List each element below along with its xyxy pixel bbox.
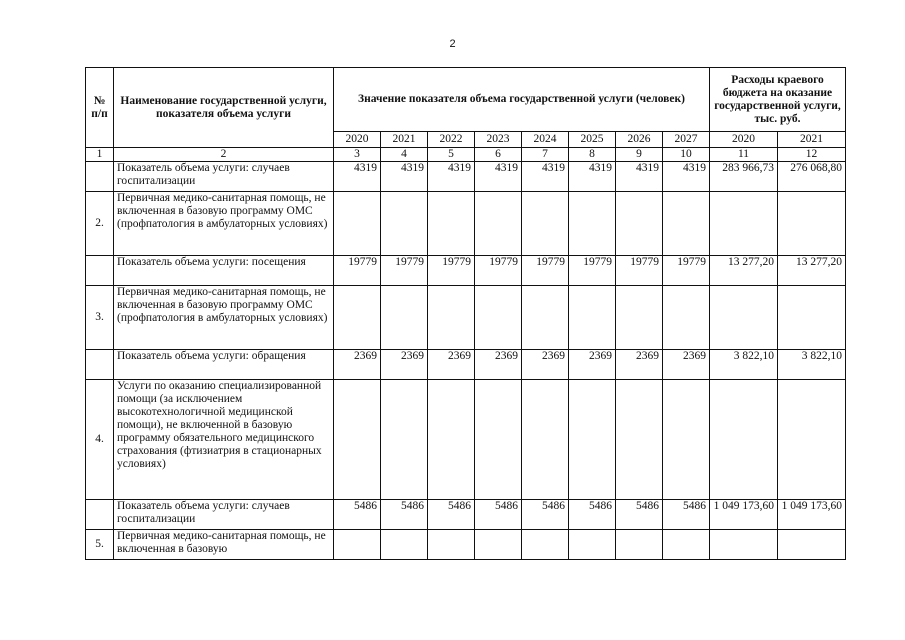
value-cell <box>334 380 381 500</box>
value-cell: 19779 <box>428 256 475 286</box>
expense-cell <box>778 286 846 350</box>
table-row <box>86 256 846 286</box>
header-value: Значение показателя объема государственной услуги (человек) <box>334 68 710 132</box>
value-cell: 19779 <box>522 256 569 286</box>
value-cell: 2369 <box>663 350 710 380</box>
value-cell <box>616 380 663 500</box>
value-cell <box>616 530 663 560</box>
year-cell: 2022 <box>428 132 475 148</box>
value-cell <box>569 380 616 500</box>
value-cell <box>428 380 475 500</box>
value-cell <box>475 530 522 560</box>
col-number: 9 <box>616 148 663 162</box>
value-cell: 19779 <box>381 256 428 286</box>
value-cell <box>334 530 381 560</box>
value-cell <box>522 380 569 500</box>
row-number <box>86 350 114 380</box>
expense-cell <box>778 380 846 500</box>
expense-cell: 3 822,10 <box>778 350 846 380</box>
value-cell <box>616 192 663 256</box>
value-cell: 4319 <box>475 162 522 192</box>
value-cell: 5486 <box>522 500 569 530</box>
table-row <box>86 500 846 530</box>
expense-cell <box>710 192 778 256</box>
value-cell: 4319 <box>381 162 428 192</box>
expense-cell: 13 277,20 <box>710 256 778 286</box>
expense-cell: 13 277,20 <box>778 256 846 286</box>
value-cell: 19779 <box>334 256 381 286</box>
col-number: 10 <box>663 148 710 162</box>
table-row <box>86 350 846 380</box>
year-cell: 2023 <box>475 132 522 148</box>
year-cell: 2026 <box>616 132 663 148</box>
value-cell: 5486 <box>663 500 710 530</box>
row-number <box>86 256 114 286</box>
col-number: 6 <box>475 148 522 162</box>
header-num: № п/п <box>86 68 114 148</box>
value-cell <box>475 286 522 350</box>
column-numbers-row <box>86 148 846 162</box>
value-cell: 19779 <box>475 256 522 286</box>
expense-cell <box>710 286 778 350</box>
col-number: 1 <box>86 148 114 162</box>
value-cell <box>428 530 475 560</box>
table-body <box>86 162 846 560</box>
row-name: Первичная медико-санитарная помощь, не включенная в базовую программу ОМС (профпатология в амбулаторных условиях) <box>114 286 334 350</box>
row-name: Услуги по оказанию специализированной помощи (за исключением высокотехнологичной медицинской помощи), не включенной в базовую программу обязательного медицинского страхования (фтизиатрия в стационарных условиях) <box>114 380 334 500</box>
value-cell <box>381 192 428 256</box>
year-cell: 2021 <box>381 132 428 148</box>
value-cell: 5486 <box>381 500 428 530</box>
value-cell: 2369 <box>428 350 475 380</box>
row-name: Показатель объема услуги: посещения <box>114 256 334 286</box>
row-name: Первичная медико-санитарная помощь, не включенная в базовую программу ОМС (профпатология в амбулаторных условиях) <box>114 192 334 256</box>
row-name: Показатель объема услуги: обращения <box>114 350 334 380</box>
value-cell <box>475 380 522 500</box>
value-cell <box>381 380 428 500</box>
value-cell: 19779 <box>569 256 616 286</box>
value-cell <box>569 530 616 560</box>
col-number: 7 <box>522 148 569 162</box>
services-table <box>85 67 846 560</box>
value-cell: 4319 <box>428 162 475 192</box>
value-cell: 2369 <box>475 350 522 380</box>
col-number: 2 <box>114 148 334 162</box>
row-number <box>86 500 114 530</box>
row-number: 3. <box>86 286 114 350</box>
value-cell <box>428 192 475 256</box>
col-number: 11 <box>710 148 778 162</box>
value-cell: 19779 <box>663 256 710 286</box>
expense-cell <box>710 530 778 560</box>
header-row <box>86 68 846 132</box>
year-cell: 2025 <box>569 132 616 148</box>
value-cell <box>569 192 616 256</box>
value-cell: 2369 <box>569 350 616 380</box>
col-number: 4 <box>381 148 428 162</box>
value-cell: 4319 <box>334 162 381 192</box>
expense-cell: 276 068,80 <box>778 162 846 192</box>
row-name: Первичная медико-санитарная помощь, не включенная в базовую <box>114 530 334 560</box>
value-cell <box>428 286 475 350</box>
year-cell: 2024 <box>522 132 569 148</box>
value-cell: 4319 <box>569 162 616 192</box>
table-row <box>86 380 846 500</box>
value-cell: 19779 <box>616 256 663 286</box>
row-number: 4. <box>86 380 114 500</box>
value-cell <box>381 286 428 350</box>
row-number <box>86 162 114 192</box>
expense-cell: 1 049 173,60 <box>710 500 778 530</box>
col-number: 3 <box>334 148 381 162</box>
value-cell: 4319 <box>663 162 710 192</box>
expense-cell <box>778 192 846 256</box>
expense-year-cell: 2021 <box>778 132 846 148</box>
value-cell <box>334 192 381 256</box>
value-cell: 2369 <box>616 350 663 380</box>
value-cell: 5486 <box>334 500 381 530</box>
expense-cell: 283 966,73 <box>710 162 778 192</box>
value-cell: 2369 <box>522 350 569 380</box>
expense-cell <box>778 530 846 560</box>
table-row <box>86 162 846 192</box>
value-cell: 5486 <box>475 500 522 530</box>
value-cell: 2369 <box>334 350 381 380</box>
row-name: Показатель объема услуги: случаев госпитализации <box>114 500 334 530</box>
value-cell <box>663 530 710 560</box>
value-cell <box>663 286 710 350</box>
value-cell: 2369 <box>381 350 428 380</box>
row-number: 5. <box>86 530 114 560</box>
value-cell <box>522 530 569 560</box>
year-cell: 2027 <box>663 132 710 148</box>
value-cell: 4319 <box>616 162 663 192</box>
value-cell: 4319 <box>522 162 569 192</box>
row-name: Показатель объема услуги: случаев госпитализации <box>114 162 334 192</box>
value-cell <box>522 192 569 256</box>
value-cell <box>381 530 428 560</box>
value-cell: 5486 <box>569 500 616 530</box>
row-number: 2. <box>86 192 114 256</box>
value-cell <box>334 286 381 350</box>
table-row <box>86 192 846 256</box>
value-cell <box>663 380 710 500</box>
value-cell: 5486 <box>428 500 475 530</box>
value-cell <box>569 286 616 350</box>
value-cell <box>616 286 663 350</box>
value-cell <box>522 286 569 350</box>
value-cell: 5486 <box>616 500 663 530</box>
value-cell <box>663 192 710 256</box>
header-expense: Расходы краевого бюджета на оказание государственной услуги, тыс. руб. <box>710 68 846 132</box>
expense-year-cell: 2020 <box>710 132 778 148</box>
expense-cell: 3 822,10 <box>710 350 778 380</box>
year-cell: 2020 <box>334 132 381 148</box>
table-row <box>86 530 846 560</box>
col-number: 12 <box>778 148 846 162</box>
table-row <box>86 286 846 350</box>
expense-cell: 1 049 173,60 <box>778 500 846 530</box>
col-number: 8 <box>569 148 616 162</box>
value-cell <box>475 192 522 256</box>
col-number: 5 <box>428 148 475 162</box>
page-number: 2 <box>449 38 456 50</box>
header-name: Наименование государственной услуги, показателя объема услуги <box>114 68 334 148</box>
expense-cell <box>710 380 778 500</box>
